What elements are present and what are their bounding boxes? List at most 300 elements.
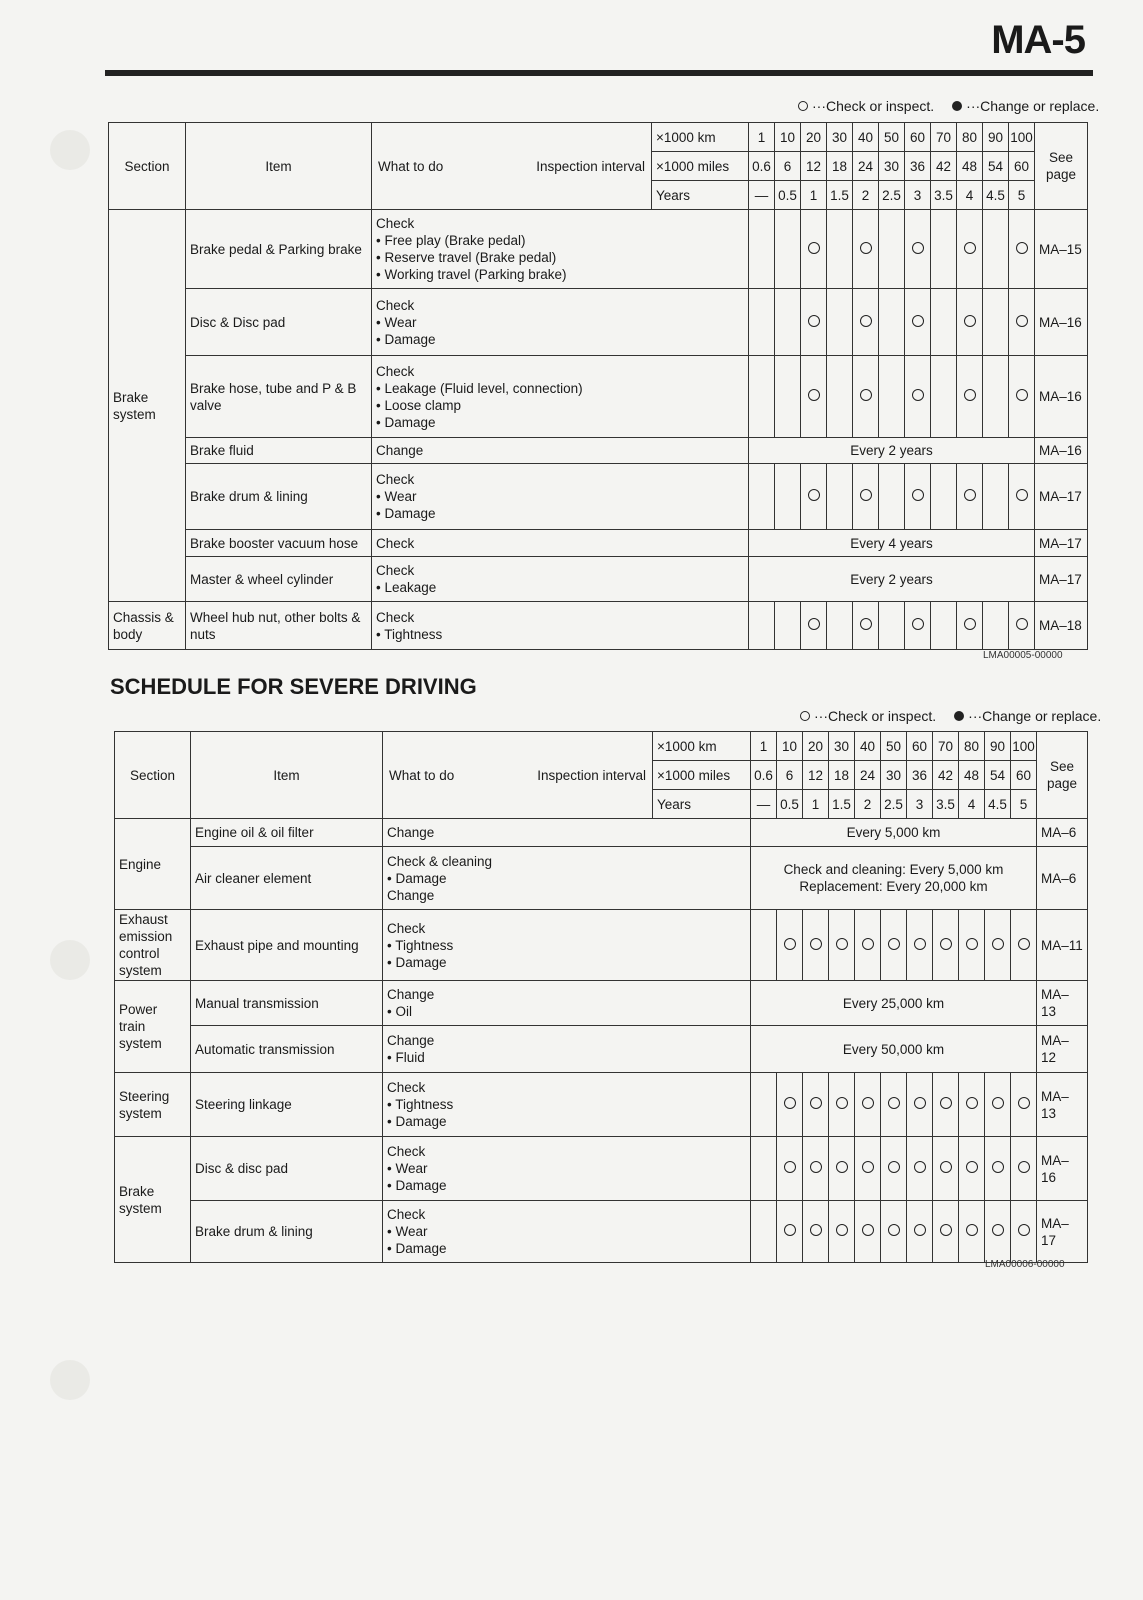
header-miles-value: 30 (881, 761, 907, 790)
check-circle-icon (860, 618, 872, 630)
open-circle-icon (800, 711, 810, 721)
interval-cell (829, 1073, 855, 1137)
header-km-value: 40 (853, 123, 879, 152)
header-years-value: — (749, 181, 775, 210)
check-circle-icon (836, 938, 848, 950)
what-to-do-line: • Wear (376, 489, 417, 504)
what-to-do-line: • Damage (387, 1114, 447, 1129)
header-km-value: 80 (959, 732, 985, 761)
header-item: Item (186, 123, 372, 210)
interval-span-text: Every 5,000 km (751, 819, 1037, 847)
see-page: MA–15 (1035, 210, 1088, 289)
interval-cell (803, 1137, 829, 1201)
header-km-value: 90 (983, 123, 1009, 152)
header-years-value: 4 (959, 790, 985, 819)
page-number: MA-5 (991, 18, 1085, 62)
header-miles-value: 0.6 (751, 761, 777, 790)
check-circle-icon (1018, 1097, 1030, 1109)
binder-hole (50, 940, 90, 980)
interval-span-text: Every 2 years (749, 438, 1035, 464)
interval-cell (777, 1201, 803, 1263)
interval-cell (905, 210, 931, 289)
interval-cell (801, 464, 827, 530)
check-circle-icon (964, 489, 976, 501)
interval-cell (959, 1201, 985, 1263)
check-circle-icon (1018, 1161, 1030, 1173)
what-to-do-line: Change (387, 987, 435, 1002)
interval-cell (957, 602, 983, 650)
check-circle-icon (784, 938, 796, 950)
what-to-do-line: • Tightness (387, 937, 454, 953)
header-years-value: 4 (957, 181, 983, 210)
see-page: MA–16 (1037, 1137, 1088, 1201)
what-to-do (372, 464, 749, 530)
table-row (109, 557, 1088, 602)
check-circle-icon (860, 315, 872, 327)
normal-schedule-table (108, 122, 1088, 650)
check-circle-icon (862, 1224, 874, 1236)
interval-cell (853, 464, 879, 530)
interval-cell (749, 464, 775, 530)
header-km-value: 70 (933, 732, 959, 761)
interval-cell (803, 910, 829, 981)
what-to-do (383, 819, 751, 847)
what-to-do-line: Check (376, 472, 415, 487)
interval-cell (775, 356, 801, 438)
header-km-value: 1 (751, 732, 777, 761)
interval-cell (959, 1137, 985, 1201)
item-name: Master & wheel cylinder (186, 557, 372, 602)
interval-cell (751, 910, 777, 981)
what-to-do-line: Check (376, 363, 415, 379)
interval-cell (829, 1201, 855, 1263)
header-rule (105, 70, 1093, 76)
header-miles-value: 6 (777, 761, 803, 790)
header-years-value: 3 (907, 790, 933, 819)
check-circle-icon (1016, 242, 1028, 254)
header-km-value: 40 (855, 732, 881, 761)
check-circle-icon (912, 315, 924, 327)
header-years-value: 0.5 (775, 181, 801, 210)
item-name: Brake hose, tube and P & B valve (186, 356, 372, 438)
item-name: Disc & disc pad (191, 1137, 383, 1201)
check-circle-icon (810, 938, 822, 950)
section-name: Power train system (115, 981, 191, 1073)
header-miles-value: 42 (931, 152, 957, 181)
check-circle-icon (836, 1224, 848, 1236)
interval-cell (985, 1073, 1011, 1137)
check-circle-icon (912, 618, 924, 630)
table-row (109, 356, 1088, 438)
check-circle-icon (836, 1097, 848, 1109)
what-to-do-line: Change (376, 443, 424, 458)
section-name: Brake system (115, 1137, 191, 1263)
header-see-page: See page (1037, 732, 1088, 819)
what-to-do (383, 1073, 751, 1137)
check-circle-icon (860, 389, 872, 401)
header-years-value: 1.5 (829, 790, 855, 819)
header-km-value: 50 (881, 732, 907, 761)
header-miles-label: ×1000 miles (653, 761, 751, 790)
check-circle-icon (784, 1097, 796, 1109)
header-years-value: 4.5 (983, 181, 1009, 210)
interval-cell (1009, 210, 1035, 289)
item-name: Brake drum & lining (191, 1201, 383, 1263)
interval-cell (1011, 910, 1037, 981)
see-page: MA–6 (1037, 819, 1088, 847)
item-name: Brake drum & lining (186, 464, 372, 530)
item-name: Brake fluid (186, 438, 372, 464)
check-circle-icon (964, 389, 976, 401)
header-km-label: ×1000 km (653, 732, 751, 761)
interval-cell (879, 602, 905, 650)
what-to-do-line: Check & cleaning (387, 853, 493, 869)
check-circle-icon (888, 1161, 900, 1173)
legend-bottom (800, 708, 1101, 724)
check-circle-icon (810, 1161, 822, 1173)
binder-hole (50, 1360, 90, 1400)
check-circle-icon (992, 1224, 1004, 1236)
interval-cell (957, 464, 983, 530)
interval-cell (879, 464, 905, 530)
see-page: MA–17 (1037, 1201, 1088, 1263)
severe-schedule-table (114, 731, 1088, 1263)
check-circle-icon (914, 1097, 926, 1109)
interval-cell (775, 602, 801, 650)
header-years-value: 1.5 (827, 181, 853, 210)
check-circle-icon (808, 242, 820, 254)
table-row (115, 847, 1088, 910)
check-circle-icon (966, 938, 978, 950)
header-km-value: 70 (931, 123, 957, 152)
interval-cell (801, 210, 827, 289)
interval-cell (827, 464, 853, 530)
check-circle-icon (1018, 938, 1030, 950)
table-row (115, 981, 1088, 1026)
interval-cell (803, 1073, 829, 1137)
what-to-do-line: • Reserve travel (Brake pedal) (376, 250, 557, 265)
check-circle-icon (784, 1224, 796, 1236)
check-circle-icon (1018, 1224, 1030, 1236)
header-km-value: 1 (749, 123, 775, 152)
header-years-value: 4.5 (985, 790, 1011, 819)
interval-cell (1011, 1201, 1037, 1263)
header-km-value: 60 (905, 123, 931, 152)
header-interval-label: Inspection interval (537, 767, 646, 783)
what-to-do-line: • Damage (387, 1241, 447, 1256)
what-to-do-line: Check (376, 216, 415, 231)
interval-cell (751, 1201, 777, 1263)
interval-cell (1009, 289, 1035, 356)
interval-cell (853, 602, 879, 650)
interval-cell (853, 210, 879, 289)
header-miles-value: 12 (803, 761, 829, 790)
what-to-do-line: Check (376, 535, 415, 551)
filled-circle-icon (952, 101, 962, 111)
see-page: MA–17 (1035, 464, 1088, 530)
table-row (109, 464, 1088, 530)
interval-cell (933, 1073, 959, 1137)
section-title: SCHEDULE FOR SEVERE DRIVING (110, 674, 477, 699)
what-to-do (372, 557, 749, 602)
interval-cell (957, 356, 983, 438)
interval-cell (905, 602, 931, 650)
header-years-value: 0.5 (777, 790, 803, 819)
what-to-do-line: • Damage (376, 331, 436, 347)
interval-cell (881, 1137, 907, 1201)
filled-circle-icon (954, 711, 964, 721)
interval-cell (801, 356, 827, 438)
table-row (115, 1026, 1088, 1073)
check-circle-icon (966, 1224, 978, 1236)
interval-cell (959, 1073, 985, 1137)
interval-cell (907, 1073, 933, 1137)
header-miles-value: 24 (853, 152, 879, 181)
table-code: LMA00005-00000 (983, 650, 1063, 661)
interval-cell (881, 1073, 907, 1137)
check-circle-icon (808, 315, 820, 327)
what-to-do-line: Check (376, 297, 415, 313)
header-km-value: 90 (985, 732, 1011, 761)
interval-cell (855, 910, 881, 981)
header-km-value: 100 (1011, 732, 1037, 761)
interval-cell (749, 289, 775, 356)
what-to-do-line: • Working travel (Parking brake) (376, 267, 567, 282)
what-to-do (372, 530, 749, 557)
what-to-do-line: • Tightness (387, 1097, 454, 1112)
what-to-do-line: • Fluid (387, 1050, 425, 1065)
header-km-value: 30 (829, 732, 855, 761)
what-to-do (372, 210, 749, 289)
item-name: Brake booster vacuum hose (186, 530, 372, 557)
check-circle-icon (810, 1224, 822, 1236)
check-circle-icon (862, 1097, 874, 1109)
check-circle-icon (940, 1161, 952, 1173)
interval-cell (855, 1137, 881, 1201)
interval-cell (957, 289, 983, 356)
header-miles-value: 30 (879, 152, 905, 181)
header-years-value: 3 (905, 181, 931, 210)
what-to-do (383, 981, 751, 1026)
check-circle-icon (808, 489, 820, 501)
item-name: Wheel hub nut, other bolts & nuts (186, 602, 372, 650)
interval-cell (853, 289, 879, 356)
interval-cell (777, 1137, 803, 1201)
what-to-do-line: Check (387, 1207, 426, 1222)
table-row (109, 210, 1088, 289)
what-to-do (372, 438, 749, 464)
interval-cell (933, 910, 959, 981)
header-miles-value: 18 (827, 152, 853, 181)
check-circle-icon (1016, 315, 1028, 327)
header-km-value: 30 (827, 123, 853, 152)
check-circle-icon (836, 1161, 848, 1173)
header-years-value: — (751, 790, 777, 819)
header-miles-value: 36 (905, 152, 931, 181)
header-km-value: 10 (775, 123, 801, 152)
interval-cell (751, 1073, 777, 1137)
header-years-value: 5 (1009, 181, 1035, 210)
check-circle-icon (912, 242, 924, 254)
legend-check-text: ···Check or inspect. (814, 708, 937, 724)
header-miles-value: 48 (959, 761, 985, 790)
what-to-do (383, 1137, 751, 1201)
table-row (115, 819, 1088, 847)
check-circle-icon (888, 1097, 900, 1109)
interval-cell (933, 1137, 959, 1201)
header-miles-value: 60 (1009, 152, 1035, 181)
legend-top (798, 98, 1099, 114)
interval-cell (957, 210, 983, 289)
header-years-value: 5 (1011, 790, 1037, 819)
what-to-do-line: Change (387, 887, 435, 903)
interval-cell (881, 910, 907, 981)
what-to-do-line: • Wear (387, 1224, 428, 1239)
header-years-value: 2.5 (881, 790, 907, 819)
interval-cell (829, 1137, 855, 1201)
header-what-to-do (372, 123, 652, 210)
header-years-value: 2 (853, 181, 879, 210)
header-interval-label: Inspection interval (536, 158, 645, 174)
interval-cell (931, 602, 957, 650)
see-page: MA–12 (1037, 1026, 1088, 1073)
header-years-label: Years (653, 790, 751, 819)
what-to-do-line: • Oil (387, 1004, 412, 1019)
binder-hole (50, 130, 90, 170)
see-page: MA–13 (1037, 1073, 1088, 1137)
header-section: Section (109, 123, 186, 210)
what-to-do-line: • Damage (387, 954, 447, 970)
header-miles-label: ×1000 miles (652, 152, 749, 181)
what-to-do-line: Check (387, 1144, 426, 1159)
check-circle-icon (964, 618, 976, 630)
interval-cell (749, 210, 775, 289)
interval-cell (905, 464, 931, 530)
interval-cell (855, 1201, 881, 1263)
header-miles-value: 0.6 (749, 152, 775, 181)
check-circle-icon (888, 1224, 900, 1236)
interval-cell (983, 210, 1009, 289)
header-km-value: 20 (801, 123, 827, 152)
check-circle-icon (784, 1161, 796, 1173)
check-circle-icon (992, 1097, 1004, 1109)
interval-cell (879, 356, 905, 438)
interval-cell (1009, 356, 1035, 438)
what-to-do-line: • Leakage (Fluid level, connection) (376, 380, 583, 396)
interval-cell (749, 602, 775, 650)
header-years-value: 3.5 (933, 790, 959, 819)
table-row (109, 438, 1088, 464)
interval-cell (827, 602, 853, 650)
what-to-do (383, 1201, 751, 1263)
interval-span-text: Check and cleaning: Every 5,000 km Replacement: Every 20,000 km (751, 847, 1037, 910)
check-circle-icon (888, 938, 900, 950)
interval-cell (829, 910, 855, 981)
interval-cell (983, 289, 1009, 356)
item-name: Steering linkage (191, 1073, 383, 1137)
interval-span-text: Every 4 years (749, 530, 1035, 557)
see-page: MA–13 (1037, 981, 1088, 1026)
check-circle-icon (1016, 489, 1028, 501)
check-circle-icon (860, 489, 872, 501)
check-circle-icon (808, 618, 820, 630)
interval-cell (775, 210, 801, 289)
interval-cell (775, 289, 801, 356)
header-years-value: 3.5 (931, 181, 957, 210)
see-page: MA–17 (1035, 530, 1088, 557)
interval-cell (905, 289, 931, 356)
header-miles-value: 48 (957, 152, 983, 181)
section-name: Exhaust emission control system (115, 910, 191, 981)
interval-cell (933, 1201, 959, 1263)
header-miles-value: 54 (985, 761, 1011, 790)
what-to-do-line: Check (376, 609, 415, 625)
check-circle-icon (914, 1224, 926, 1236)
check-circle-icon (860, 242, 872, 254)
see-page: MA–11 (1037, 910, 1088, 981)
check-circle-icon (940, 938, 952, 950)
interval-cell (983, 602, 1009, 650)
interval-cell (985, 1201, 1011, 1263)
check-circle-icon (966, 1161, 978, 1173)
interval-cell (907, 1137, 933, 1201)
what-to-do-line: • Damage (376, 414, 436, 430)
interval-cell (983, 356, 1009, 438)
check-circle-icon (914, 1161, 926, 1173)
table-row (115, 1073, 1088, 1137)
see-page: MA–6 (1037, 847, 1088, 910)
interval-cell (959, 910, 985, 981)
what-to-do-line: Check (376, 563, 415, 578)
interval-cell (777, 1073, 803, 1137)
what-to-do-line: • Loose clamp (376, 397, 462, 413)
interval-cell (931, 464, 957, 530)
interval-cell (801, 602, 827, 650)
see-page: MA–17 (1035, 557, 1088, 602)
check-circle-icon (912, 489, 924, 501)
interval-cell (827, 210, 853, 289)
header-miles-value: 42 (933, 761, 959, 790)
interval-span-text: Every 25,000 km (751, 981, 1037, 1026)
legend-check-text: ···Check or inspect. (812, 98, 935, 114)
check-circle-icon (964, 315, 976, 327)
interval-cell (881, 1201, 907, 1263)
check-circle-icon (862, 938, 874, 950)
header-what-to-do (383, 732, 653, 819)
item-name: Disc & Disc pad (186, 289, 372, 356)
table-row (109, 602, 1088, 650)
what-to-do-line: • Wear (376, 314, 417, 330)
what-to-do-line: Change (387, 1033, 435, 1048)
item-name: Automatic transmission (191, 1026, 383, 1073)
section-name: Chassis & body (109, 602, 186, 650)
interval-cell (931, 210, 957, 289)
check-circle-icon (810, 1097, 822, 1109)
interval-cell (1009, 602, 1035, 650)
header-km-value: 60 (907, 732, 933, 761)
section-name: Steering system (115, 1073, 191, 1137)
header-years-value: 2.5 (879, 181, 905, 210)
see-page: MA–16 (1035, 438, 1088, 464)
what-to-do-line: • Damage (387, 870, 447, 886)
item-name: Manual transmission (191, 981, 383, 1026)
header-what-label: What to do (389, 767, 455, 783)
check-circle-icon (992, 1161, 1004, 1173)
see-page: MA–16 (1035, 289, 1088, 356)
header-miles-value: 24 (855, 761, 881, 790)
what-to-do-line: • Tightness (376, 626, 443, 642)
header-years-value: 2 (855, 790, 881, 819)
